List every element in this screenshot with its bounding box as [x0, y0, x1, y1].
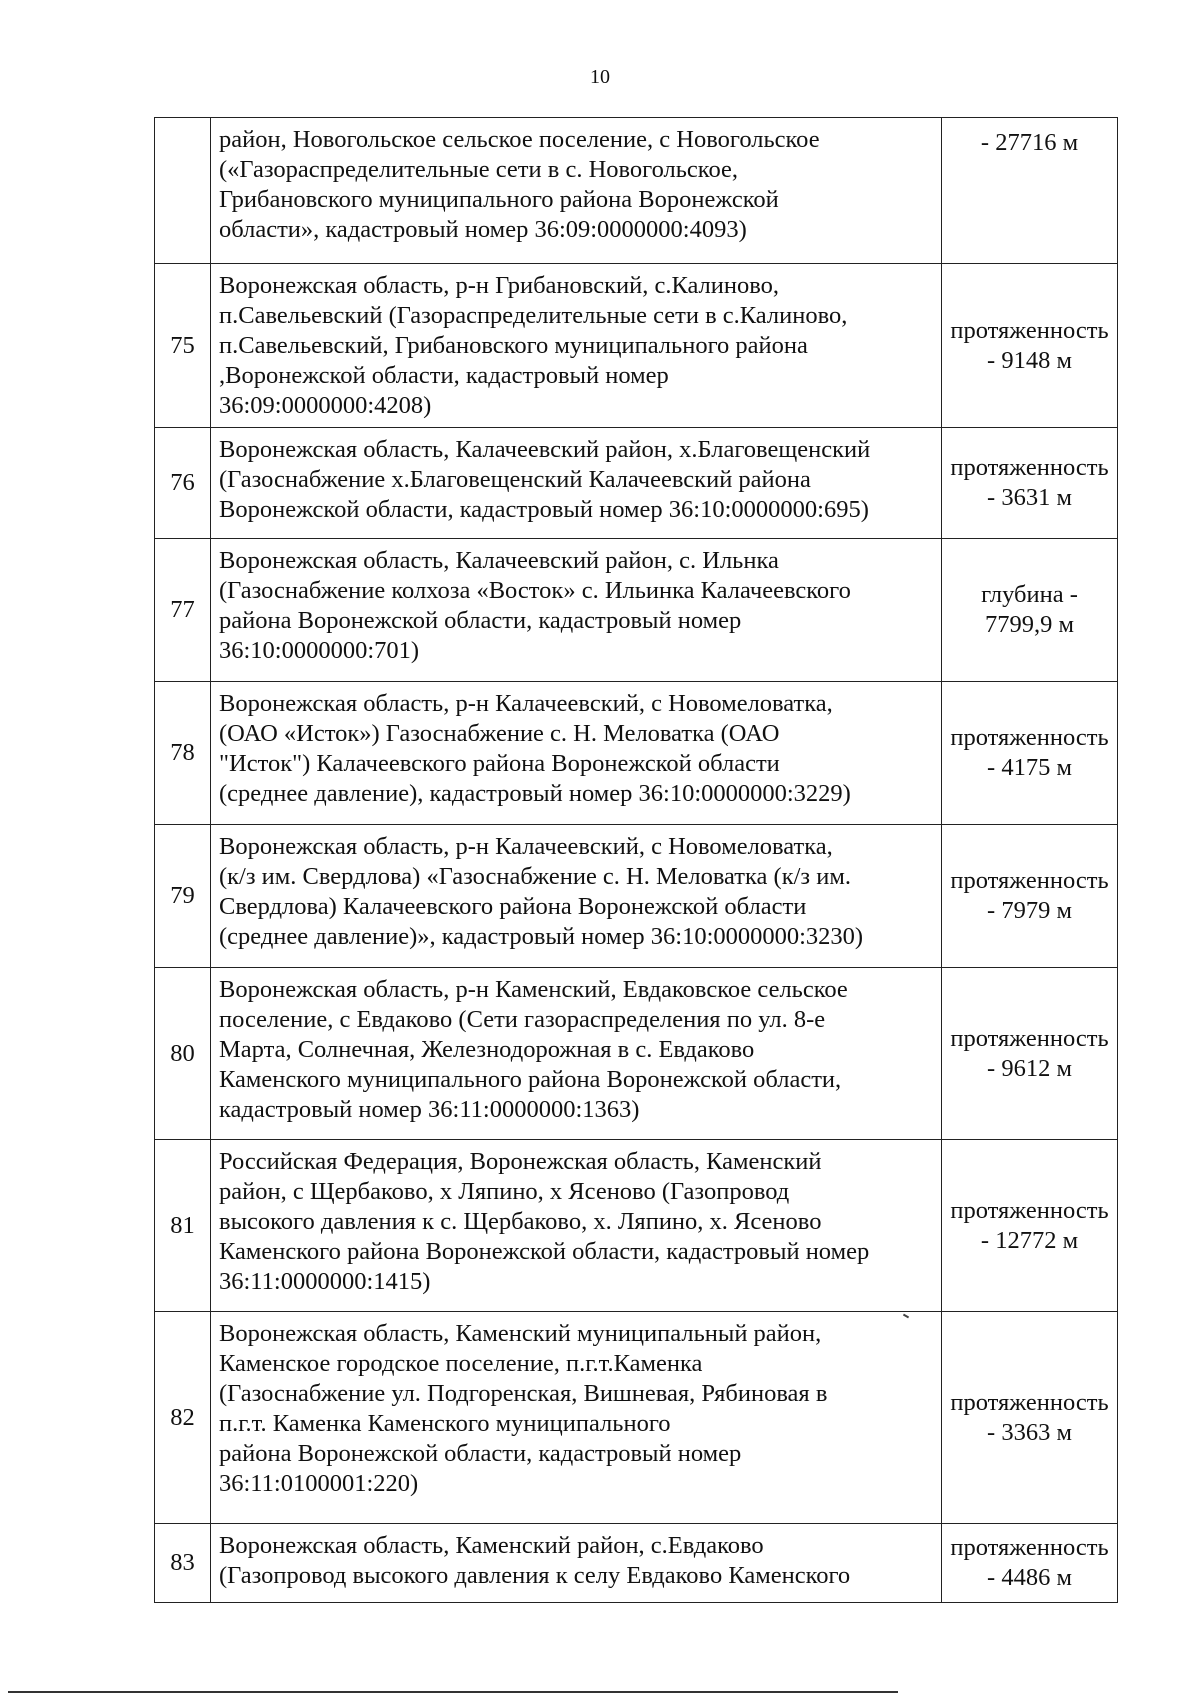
row-number: 75	[155, 264, 211, 428]
row-length: протяженность - 7979 м	[942, 825, 1118, 968]
row-description: Воронежская область, р-н Калачеевский, с Новомеловатка, (к/з им. Свердлова) «Газоснабжение с. Н. Меловатка (к/з им. Свердлова) Калачеевского района Воронежской области (среднее давление)», кадастровый номер 36:10:0000000:3230)	[211, 825, 942, 968]
table-row	[155, 682, 1118, 825]
row-number: 79	[155, 825, 211, 968]
row-number: 83	[155, 1524, 211, 1603]
row-length: протяженность - 4175 м	[942, 682, 1118, 825]
row-description: Воронежская область, р-н Каменский, Евдаковское сельское поселение, с Евдаково (Сети газораспределения по ул. 8-е Марта, Солнечная, Железнодорожная в с. Евдаково Каменского муниципального района Воронежской области, кадастровый номер 36:11:0000000:1363)	[211, 968, 942, 1140]
bottom-rule	[8, 1691, 898, 1693]
row-description: Воронежская область, р-н Грибановский, с.Калиново, п.Савельевский (Газораспределительные сети в с.Калиново, п.Савельевский, Грибановского муниципального района ,Воронежской области, кадастровый номер 36:09:0000000:4208)	[211, 264, 942, 428]
row-number: 81	[155, 1140, 211, 1312]
table-row	[155, 968, 1118, 1140]
row-description: район, Новогольское сельское поселение, с Новогольское («Газораспределительные сети в с. Новогольское, Грибановского муниципального района Воронежской области», кадастровый номер 36:09:0000000:4093)	[211, 118, 942, 264]
row-length: протяженность - 9612 м	[942, 968, 1118, 1140]
row-description: Воронежская область, Каменский муниципальный район, Каменское городское поселение, п.г.т.Каменка (Газоснабжение ул. Подгоренская, Вишневая, Рябиновая в п.г.т. Каменка Каменского муниципального района Воронежской области, кадастровый номер 36:11:0100001:220)	[211, 1312, 942, 1524]
row-description: Воронежская область, Калачеевский район, с. Ильнка (Газоснабжение колхоза «Восток» с. Ильинка Калачеевского района Воронежской области, кадастровый номер 36:10:0000000:701)	[211, 539, 942, 682]
row-number: 82	[155, 1312, 211, 1524]
row-length: протяженность - 9148 м	[942, 264, 1118, 428]
table-row	[155, 1140, 1118, 1312]
row-length: протяженность - 12772 м	[942, 1140, 1118, 1312]
table-row	[155, 264, 1118, 428]
row-description: Российская Федерация, Воронежская область, Каменский район, с Щербаково, х Ляпино, х Ясеново (Газопровод высокого давления к с. Щербаково, х. Ляпино, х. Ясеново Каменского района Воронежской области, кадастровый номер 36:11:0000000:1415)	[211, 1140, 942, 1312]
row-length: протяженность - 3631 м	[942, 428, 1118, 539]
row-length: глубина - 7799,9 м	[942, 539, 1118, 682]
row-number: 78	[155, 682, 211, 825]
row-description: Воронежская область, Каменский район, с.Евдаково (Газопровод высокого давления к селу Евдаково Каменского	[211, 1524, 942, 1603]
row-length: протяженность - 4486 м	[942, 1524, 1118, 1603]
objects-table	[154, 117, 1118, 1603]
row-length: протяженность - 3363 м	[942, 1312, 1118, 1524]
row-number: 80	[155, 968, 211, 1140]
table-row	[155, 118, 1118, 264]
row-length: - 27716 м	[942, 118, 1118, 264]
row-number: 77	[155, 539, 211, 682]
page-number: 10	[590, 66, 610, 88]
row-number: 76	[155, 428, 211, 539]
row-number	[155, 118, 211, 264]
row-description: Воронежская область, Калачеевский район, х.Благовещенский (Газоснабжение х.Благовещенский Калачеевский района Воронежской области, кадастровый номер 36:10:0000000:695)	[211, 428, 942, 539]
table-row	[155, 1312, 1118, 1524]
table-row	[155, 539, 1118, 682]
row-description: Воронежская область, р-н Калачеевский, с Новомеловатка, (ОАО «Исток») Газоснабжение с. Н. Меловатка (ОАО "Исток") Калачеевского района Воронежской области (среднее давление), кадастровый номер 36:10:0000000:3229)	[211, 682, 942, 825]
table-row	[155, 1524, 1118, 1603]
table-row	[155, 825, 1118, 968]
table-row	[155, 428, 1118, 539]
